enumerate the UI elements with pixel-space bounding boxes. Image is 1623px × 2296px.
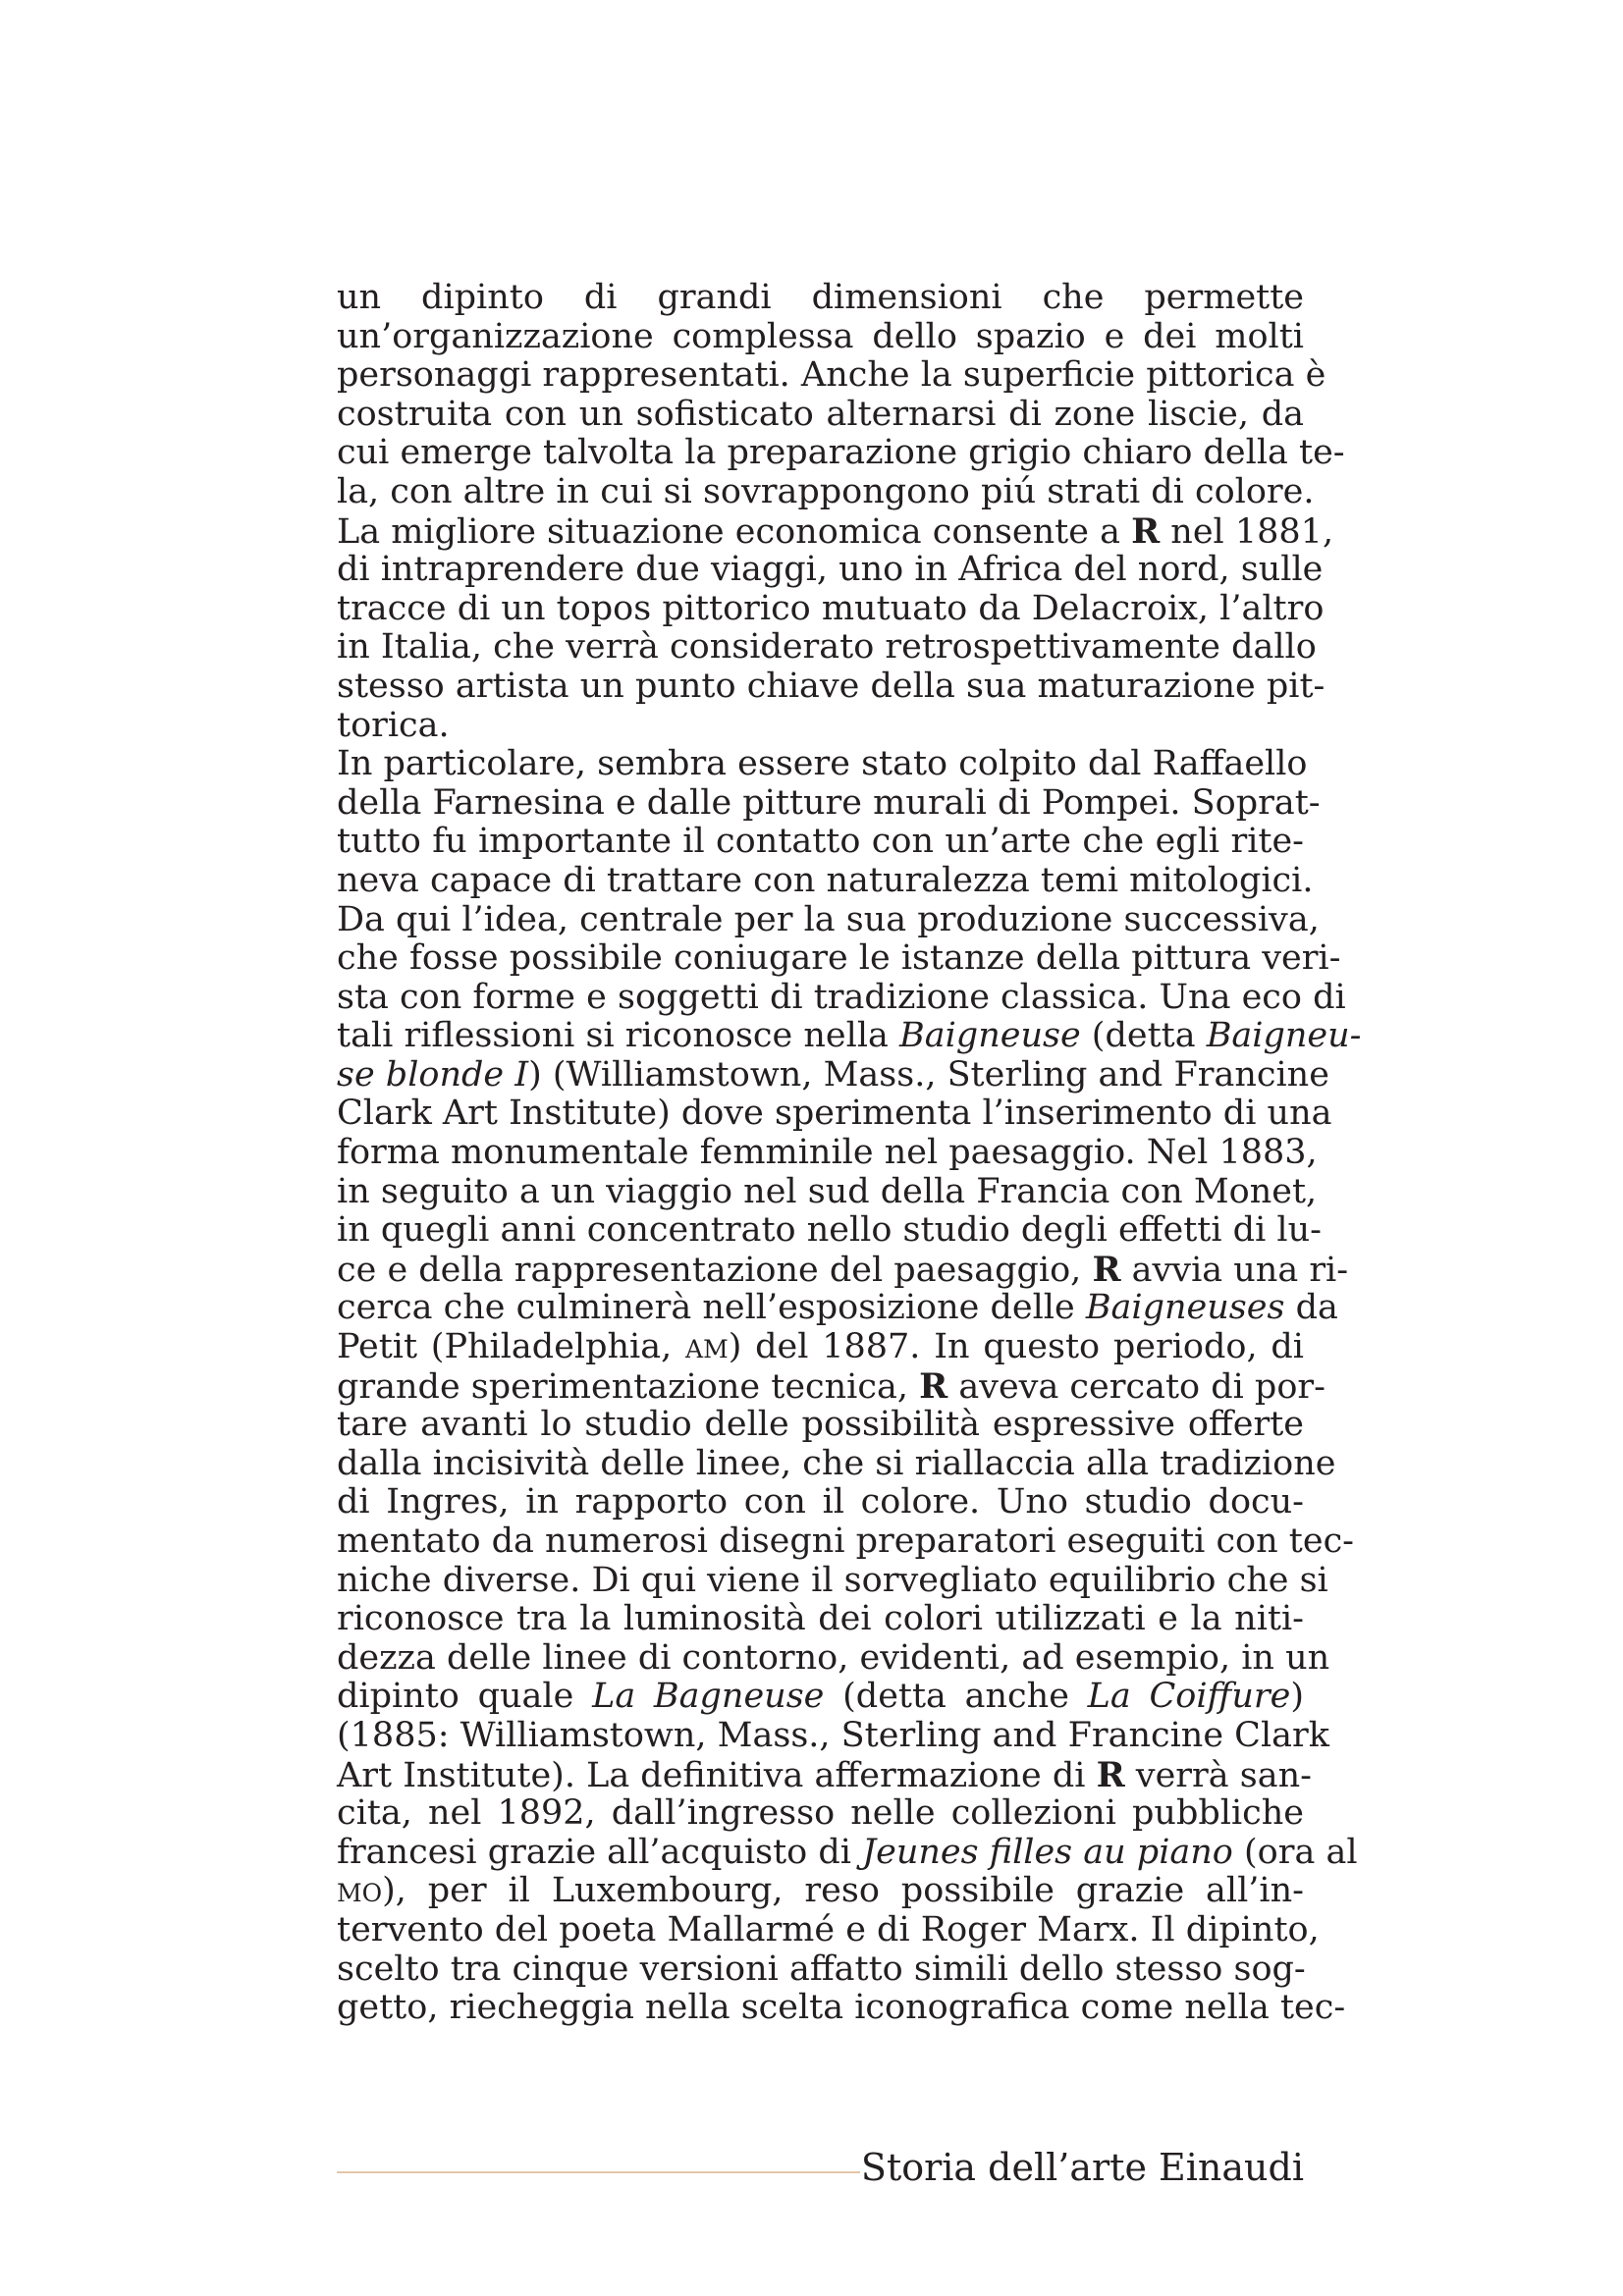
text-segment: (detta anche <box>824 1677 1088 1717</box>
text-line <box>337 860 1314 901</box>
footer-rule <box>337 2171 860 2173</box>
bold-initial: R <box>919 1365 948 1407</box>
text-segment: tare avanti lo studio delle possibilità espressive offerte <box>337 1405 1304 1445</box>
text-line <box>337 1909 1320 1950</box>
text-line <box>337 1794 1304 1834</box>
text-segment: di Ingres, in rapporto con il colore. Uno studio docu- <box>337 1482 1304 1522</box>
text-segment: cerca che culminerà nell’esposizione delle <box>337 1288 1086 1328</box>
text-segment: della Farnesina e dalle pitture murali di Pompei. Soprat- <box>337 782 1321 823</box>
text-line <box>337 1365 1325 1407</box>
text-line <box>337 1950 1304 1990</box>
text-segment: cita, nel 1892, dall’ingresso nelle collezioni pubbliche <box>337 1793 1304 1834</box>
text-segment: che fosse possibile coniugare le istanze della pittura veri- <box>337 938 1341 979</box>
text-line <box>337 744 1308 784</box>
text-line <box>337 1094 1332 1134</box>
text-segment: tali riflessioni si riconosce nella <box>337 1016 900 1056</box>
text-line <box>337 1171 1318 1212</box>
text-line <box>337 1249 1349 1290</box>
text-segment: (1885: Williamstown, Mass., Sterling and Francine Clark <box>337 1715 1329 1755</box>
body-text <box>337 278 1362 2028</box>
text-line <box>337 666 1325 707</box>
text-segment: ) (Williamstown, Mass., Sterling and Francine <box>528 1054 1329 1095</box>
footer-title: Storia dell’arte Einaudi <box>860 2146 1304 2189</box>
text-line <box>337 627 1317 667</box>
text-segment: sta con forme e soggetti di tradizione classica. Una eco di <box>337 977 1346 1017</box>
text-segment: ) del 1887. In questo periodo, di <box>728 1327 1304 1367</box>
text-segment: un’organizzazione complessa dello spazio e dei molti <box>337 316 1304 356</box>
text-segment: ), per il Luxembourg, reso possibile grazie all’in- <box>382 1871 1304 1911</box>
text-segment: dezza delle linee di contorno, evidenti, ad esempio, in un <box>337 1637 1330 1678</box>
text-line <box>337 899 1320 940</box>
text-line <box>337 1483 1304 1522</box>
text-line <box>337 1443 1336 1484</box>
text-line <box>337 396 1304 435</box>
text-segment: Petit (Philadelphia, <box>337 1327 686 1367</box>
text-segment: tervento del poeta Mallarmé e di Roger Marx. Il dipinto, <box>337 1909 1320 1949</box>
text-line <box>337 1328 1304 1367</box>
text-segment: ) <box>1290 1677 1304 1717</box>
text-segment: in Italia, che verrà considerato retrospettivamente dallo <box>337 627 1317 667</box>
text-line <box>337 318 1304 357</box>
text-line <box>337 1016 1362 1056</box>
text-line <box>337 433 1345 473</box>
text-line <box>337 1522 1355 1562</box>
text-segment: neva capace di trattare con naturalezza temi mitologici. <box>337 860 1314 900</box>
italic-title: Baigneuses <box>1085 1288 1285 1328</box>
text-line <box>337 1678 1304 1717</box>
text-segment: stesso artista un punto chiave della sua maturazione pit- <box>337 666 1325 706</box>
text-line <box>337 471 1315 512</box>
text-segment: nel 1881, <box>1160 511 1334 552</box>
italic-title: La Coiffure <box>1087 1677 1291 1717</box>
text-line <box>337 1754 1312 1795</box>
bold-initial: R <box>1131 510 1161 552</box>
text-line <box>337 1872 1304 1911</box>
text-segment: getto, riecheggia nella scelta iconografica come nella tec- <box>337 1988 1346 2028</box>
text-line <box>337 1637 1330 1679</box>
text-line <box>337 782 1321 824</box>
text-line <box>337 1210 1322 1251</box>
text-line <box>337 1560 1328 1601</box>
text-line <box>337 1288 1338 1328</box>
text-segment: niche diverse. Di qui viene il sorvegliato equilibrio che si <box>337 1560 1328 1600</box>
italic-title: Baigneu- <box>1206 1016 1362 1056</box>
bold-initial: R <box>1092 1249 1121 1290</box>
text-segment: dalla incisività delle linee, che si riallaccia alla tradizione <box>337 1443 1336 1483</box>
text-line <box>337 355 1326 396</box>
text-segment: tracce di un topos pittorico mutuato da Delacroix, l’altro <box>337 588 1325 628</box>
text-segment: scelto tra cinque versioni affatto simili dello stesso sog- <box>337 1949 1306 1989</box>
text-line <box>337 1133 1318 1173</box>
text-segment: un dipinto di grandi dimensioni che permette <box>337 278 1304 317</box>
text-line <box>337 1406 1304 1445</box>
text-segment: dipinto quale <box>337 1677 593 1717</box>
text-line <box>337 1988 1346 2028</box>
text-line <box>337 510 1334 552</box>
text-segment: la, con altre in cui si sovrappongono piú strati di colore. <box>337 471 1315 511</box>
text-segment: La migliore situazione economica consente a <box>337 511 1132 552</box>
text-segment: In particolare, sembra essere stato colpito dal Raffaello <box>337 744 1308 784</box>
text-segment: verrà san- <box>1124 1755 1312 1795</box>
text-line <box>337 279 1304 318</box>
text-segment: (detta <box>1080 1016 1207 1056</box>
text-line <box>337 977 1346 1018</box>
text-line <box>337 1832 1358 1873</box>
text-line <box>337 707 1304 746</box>
text-segment: costruita con un sofisticato alternarsi di zone liscie, da <box>337 394 1304 434</box>
small-caps-abbrev: am <box>685 1327 729 1367</box>
text-line <box>337 588 1325 629</box>
text-segment: avvia una ri- <box>1120 1250 1349 1290</box>
text-segment: forma monumentale femminile nel paesaggio. Nel 1883, <box>337 1133 1318 1173</box>
text-segment: torica. <box>337 705 450 745</box>
text-line <box>337 938 1341 979</box>
text-segment: tutto fu importante il contatto con un’arte che egli rite- <box>337 822 1304 862</box>
text-segment: francesi grazie all’acquisto di <box>337 1832 863 1872</box>
text-line <box>337 1715 1329 1756</box>
text-line <box>337 550 1324 590</box>
text-segment: in quegli anni concentrato nello studio degli effetti di lu- <box>337 1210 1322 1251</box>
italic-title: Jeunes filles au piano <box>862 1832 1233 1872</box>
text-segment: di intraprendere due viaggi, uno in Africa del nord, sulle <box>337 550 1324 590</box>
text-segment: ce e della rappresentazione del paesaggio, <box>337 1250 1093 1290</box>
text-segment: da <box>1284 1288 1338 1328</box>
text-segment: (ora al <box>1232 1832 1358 1872</box>
italic-title: Baigneuse <box>899 1016 1081 1056</box>
italic-title: se blonde I <box>337 1054 529 1095</box>
text-segment: grande sperimentazione tecnica, <box>337 1366 920 1407</box>
text-line <box>337 1600 1304 1639</box>
text-segment: Art Institute). La definitiva affermazione di <box>337 1755 1097 1795</box>
text-line <box>337 1054 1329 1095</box>
text-segment: riconosce tra la luminosità dei colori utilizzati e la niti- <box>337 1599 1304 1639</box>
small-caps-abbrev: mo <box>337 1871 383 1911</box>
text-segment: cui emerge talvolta la preparazione grigio chiaro della te- <box>337 433 1345 473</box>
text-segment: in seguito a un viaggio nel sud della Francia con Monet, <box>337 1171 1318 1211</box>
text-line <box>337 823 1304 862</box>
italic-title: La Bagneuse <box>592 1677 825 1717</box>
text-segment: mentato da numerosi disegni preparatori eseguiti con tec- <box>337 1522 1355 1561</box>
text-segment: Clark Art Institute) dove sperimenta l’inserimento di una <box>337 1094 1332 1134</box>
text-segment: aveva cercato di por- <box>947 1366 1325 1407</box>
bold-initial: R <box>1096 1754 1125 1795</box>
text-segment: Da qui l’idea, centrale per la sua produzione successiva, <box>337 899 1320 939</box>
text-segment: personaggi rappresentati. Anche la superficie pittorica è <box>337 355 1326 396</box>
